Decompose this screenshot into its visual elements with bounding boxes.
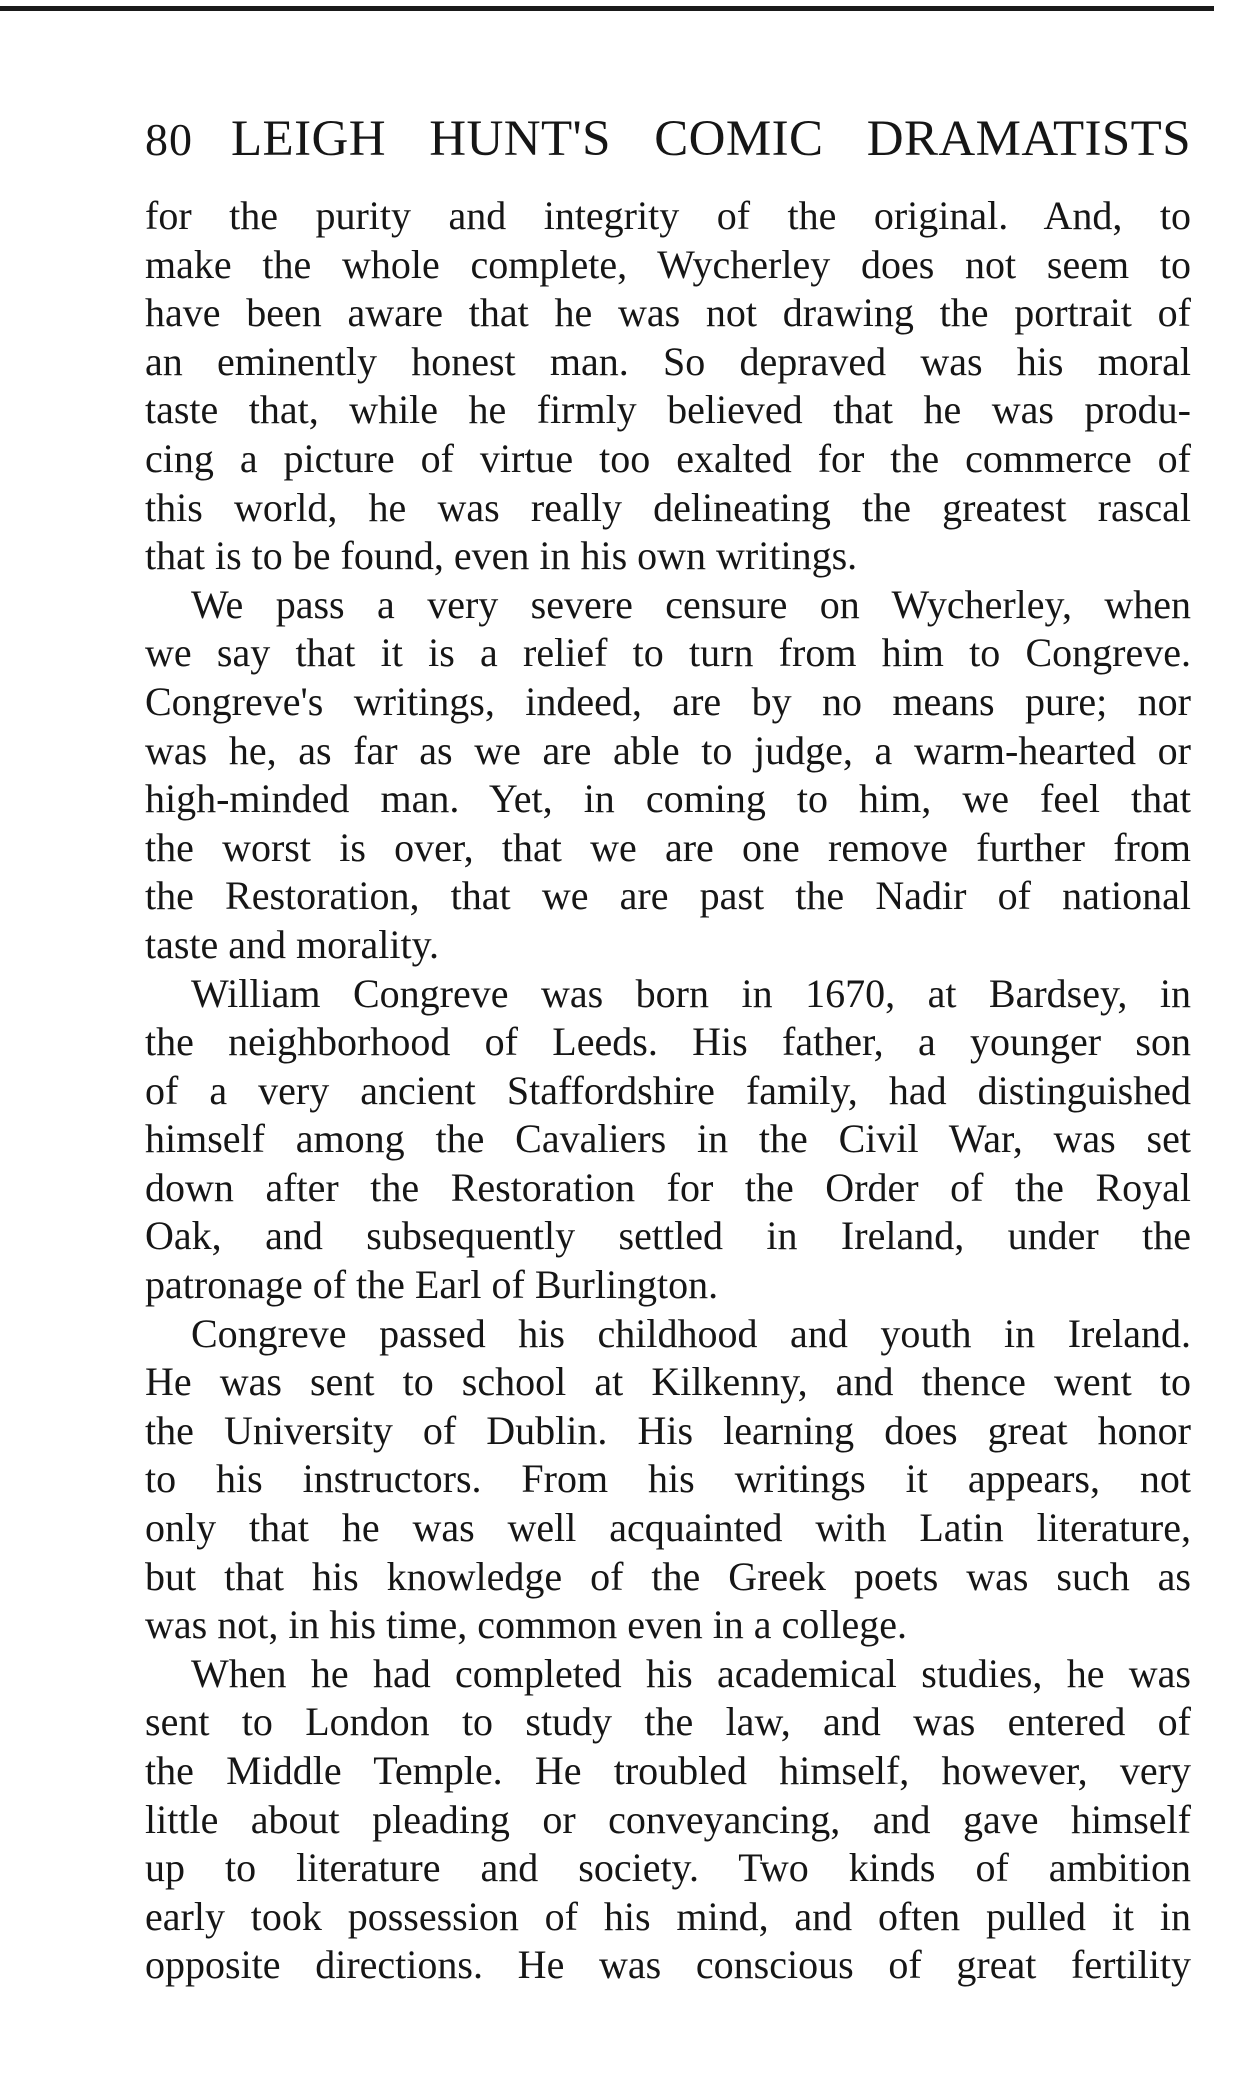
text-line: the Middle Temple. He troubled himself, however, very (145, 1748, 1191, 1793)
text-line: for the purity and integrity of the original. And, to (145, 193, 1191, 238)
text-line: We pass a very severe censure on Wycherley, when (191, 581, 1191, 627)
text-line: the University of Dublin. His learning does great honor (145, 1407, 1191, 1453)
text-line: that is to be found, even in his own writings. (145, 533, 858, 579)
text-line: an eminently honest man. So depraved was his moral (145, 338, 1191, 384)
text-line: this world, he was really delineating the greatest rascal (145, 484, 1191, 530)
page-header (145, 110, 1191, 172)
body-text (145, 192, 1191, 1990)
text-line: the Restoration, that we are past the Nadir of national (145, 873, 1191, 919)
text-line: taste that, while he firmly believed that he was produ- (145, 387, 1191, 433)
text-line: down after the Restoration for the Order of the Royal (145, 1164, 1191, 1210)
text-line: When he had completed his academical studies, he was (191, 1650, 1191, 1696)
text-line: early took possession of his mind, and often pulled it in (145, 1893, 1191, 1939)
text-line: we say that it is a relief to turn from him to Congreve. (145, 630, 1191, 676)
text-line: Congreve's writings, indeed, are by no means pure; nor (145, 678, 1191, 724)
text-line: little about pleading or conveyancing, and gave himself (145, 1796, 1191, 1842)
text-line: cing a picture of virtue too exalted for the commerce of (145, 435, 1191, 481)
text-line: only that he was well acquainted with Latin literature, (145, 1505, 1191, 1551)
running-head: LEIGH HUNT'S COMIC DRAMATISTS (231, 111, 1191, 167)
text-line: but that his knowledge of the Greek poets was such as (145, 1553, 1191, 1599)
text-line: the neighborhood of Leeds. His father, a younger son (145, 1019, 1191, 1065)
text-line: up to literature and society. Two kinds of ambition (145, 1845, 1191, 1891)
text-line: make the whole complete, Wycherley does not seem to (145, 241, 1191, 287)
text-line: Oak, and subsequently settled in Ireland, under the (145, 1213, 1191, 1259)
text-line: opposite directions. He was conscious of great fertility (145, 1942, 1191, 1988)
text-line: was not, in his time, common even in a college. (145, 1602, 908, 1648)
text-line: high-minded man. Yet, in coming to him, we feel that (145, 776, 1191, 822)
text-line: of a very ancient Staffordshire family, had distinguished (145, 1067, 1191, 1113)
text-line: taste and morality. (145, 921, 439, 967)
text-line: William Congreve was born in 1670, at Bardsey, in (191, 970, 1191, 1016)
text-line: was he, as far as we are able to judge, a warm-hearted or (145, 727, 1191, 773)
text-line: himself among the Cavaliers in the Civil War, was set (145, 1116, 1191, 1162)
text-line: have been aware that he was not drawing the portrait of (145, 290, 1191, 336)
text-line: Congreve passed his childhood and youth in Ireland. (191, 1310, 1191, 1356)
text-line: patronage of the Earl of Burlington. (145, 1262, 719, 1308)
page-number: 80 (145, 114, 193, 165)
top-rule (0, 6, 1214, 11)
text-line: to his instructors. From his writings it appears, not (145, 1456, 1191, 1502)
text-line: He was sent to school at Kilkenny, and thence went to (145, 1359, 1191, 1405)
text-line: sent to London to study the law, and was entered of (145, 1699, 1191, 1745)
text-line: the worst is over, that we are one remove further from (145, 824, 1191, 870)
